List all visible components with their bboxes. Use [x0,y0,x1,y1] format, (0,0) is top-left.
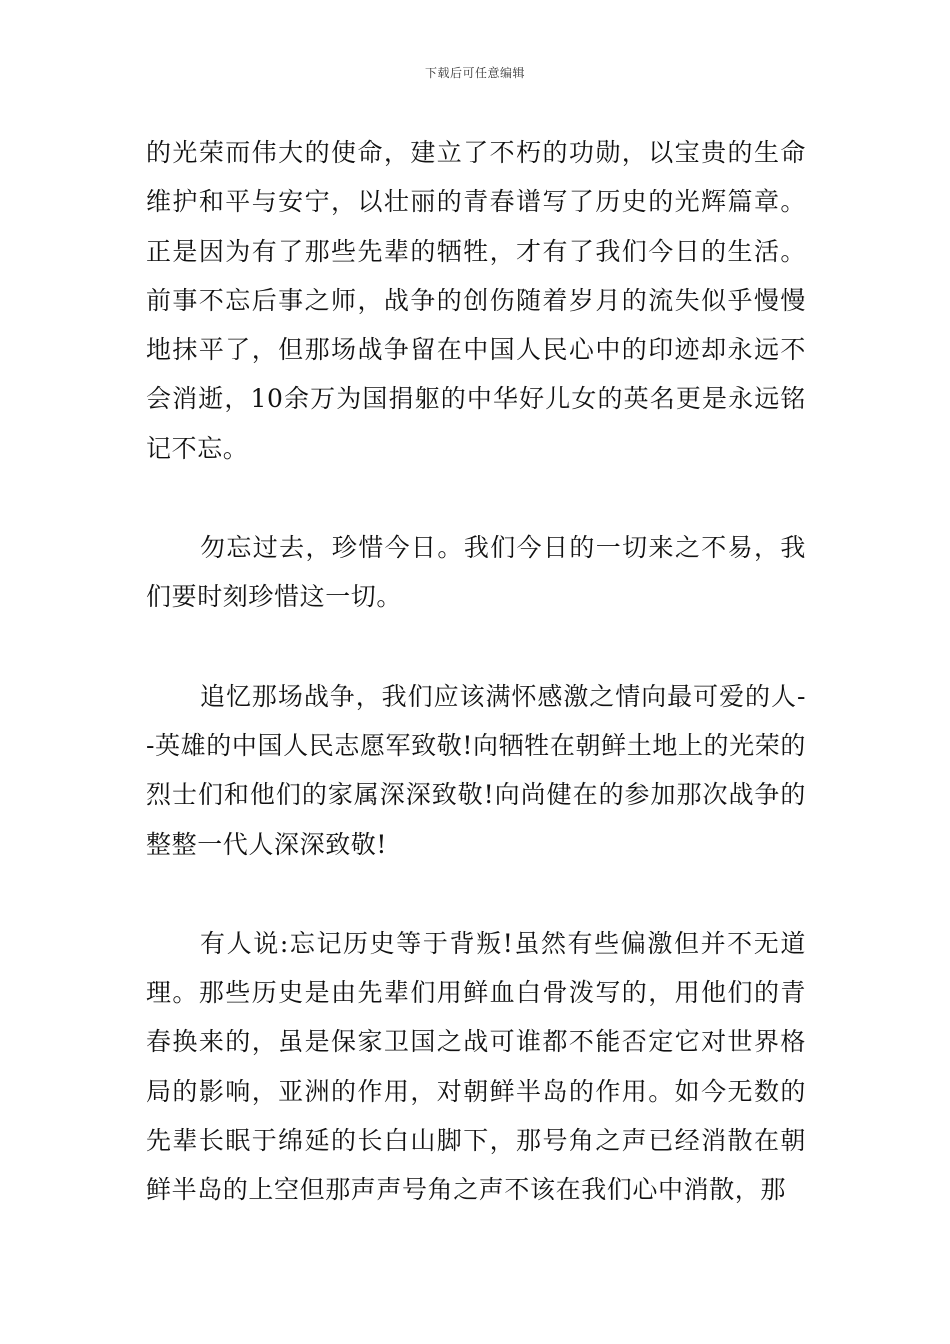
paragraph-gap [146,622,806,672]
paragraph-gap [146,869,806,919]
paragraph-gap [146,473,806,523]
paragraph-4: 有人说:忘记历史等于背叛!虽然有些偏激但并不无道理。那些历史是由先辈们用鲜血白骨泼写的，用他们的青春换来的，虽是保家卫国之战可谁都不能否定它对世界格局的影响，亚洲的作用，对朝鲜半岛的作用。如今无数的先辈长眠于绵延的长白山脚下，那号角之声已经消散在朝鲜半岛的上空但那声声号角之声不该在我们心中消散，那 [146,928,806,1205]
paragraph-3: 追忆那场战争，我们应该满怀感激之情向最可爱的人--英雄的中国人民志愿军致敬!向牺牲在朝鲜土地上的光荣的烈士们和他们的家属深深致敬!向尚健在的参加那次战争的整整一代人深深致敬! [146,681,806,859]
page-header: 下载后可任意编辑 [424,66,525,80]
paragraph-1: 的光荣而伟大的使命，建立了不朽的功勋，以宝贵的生命维护和平与安宁，以壮丽的青春谱写了历史的光辉篇章。正是因为有了那些先辈的牺牲，才有了我们今日的生活。前事不忘后事之师，战争的创伤随着岁月的流失似乎慢慢地抹平了，但那场战争留在中国人民心中的印迹却永远不会消逝，10余万为国捐躯的中华好儿女的英名更是永远铭记不忘。 [146,138,806,463]
paragraph-2: 勿忘过去，珍惜今日。我们今日的一切来之不易，我们要时刻珍惜这一切。 [146,533,806,612]
document-body [146,128,806,1215]
